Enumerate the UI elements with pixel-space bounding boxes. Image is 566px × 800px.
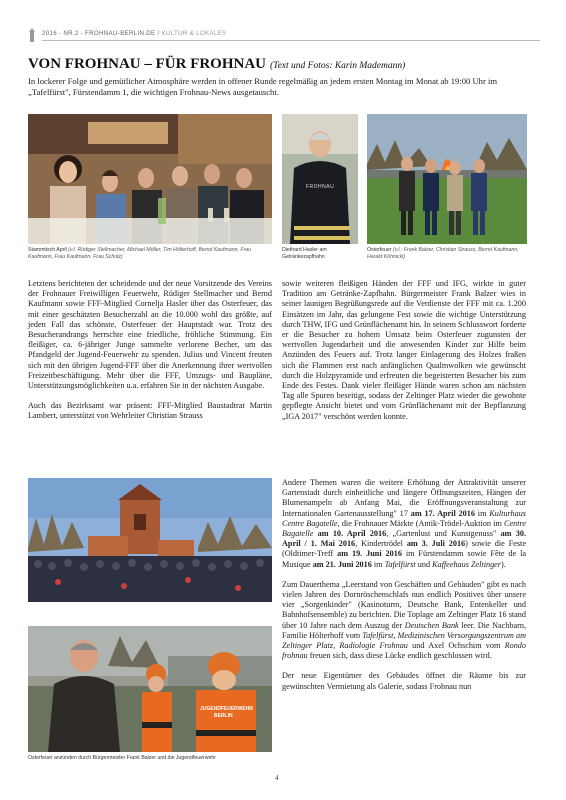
paragraph: Auch das Bezirksamt war präsent: FFF-Mitglied Baustadtrat Martin Lambert, unterstützt von Wehrleiter Christian Strauss [28,401,272,421]
paragraph: Letztens berichteten der scheidende und der neue Vorsitzende des Vereins der Frohnauer Freiwilligen Feuerwehr, Rüdiger Stellmacher und Bernd Kaufmann sowie FFF-Mitglied Cornelja Hasler über das Osterfeuer, das mit einer geschätzten Besucherzahl an die 10.000 wohl das größte, auf jeden Fall das schönste, Osterfeuer der Hauptstadt war. Trotz des Besucherandrangs herrschte eine friedliche, fröhliche Stimmung. Ein fleißiger, ca. 6-jähriger Junge sammelte verlorene Becher, um das Pfandgeld der Jugend-Feuerwehr zu spenden. Julius und Vincent freuten sich mit den übrigen Jugend-FFF über die Anerkennung ihrer wertvollen Freizeitbeschäftigung. Mehr über die FFF, Umzugs- und Baupläne, Unterstützungsmöglichkeiten u.a. erfahren Sie in der nächsten Ausgabe. [28,279,272,391]
photo-osterfeuer-group [367,114,527,244]
photo-stammtisch [28,114,272,244]
article-intro: In lockerer Folge und gemütlicher Atmosphäre werden in offener Runde regelmäßig an jedem ersten Montag im Monat ab 19:00 Uhr im „Tafelfürst", Fürstendamm 1, die wichtigen Frohnau-News ausgetauscht. [28,76,498,97]
header-rule [42,40,540,41]
caption-anzuenden: Osterfeuer anzünden durch Bürgermeister Frank Balzer und die Jugendfeuerwehr [28,755,217,761]
paragraph: Zum Dauerthema „Leerstand von Geschäften und Gebäuden" gibt es nach vielen Jahren des Dornröschenschlafs nun endlich Positives über unsere vier „Sorgenkinder" (Kasinoturm, Deutsche Bank, Entenkeller und Bahnhofsensemble) zu berichten. Die Toplage am Zeltinger Platz 16 stand über 10 Jahre nach dem Auszug der Deutschen Bank leer. Die Nachbarn, Familie Hölterhoff vom Tafelfürst, Medizinischen Versorgungszentrum am Zeltinger Platz, Radiologie Frohnau und Axel Ochschim vom Rondo frohnau freuen sich, dass diese Lücke endlich geschlossen wird. [282,579,526,661]
caption-stammtisch: Stammtisch April (v.l. Rüdiger Stellmacher, Michael Möller, Tim Hölterhoff, Bernd Kaufmann, Frau Kaufmann, Frau Kaufmann, Frau Scholz) [28,247,252,260]
column-right-text-2 [282,478,526,702]
caption-osterfeuer-group: Osterfeuer (v.l.: Frank Balzer, Christian Strauss, Bernd Kaufmann, Harald Köhnicki) [367,247,519,260]
jfw-text-1: JUGENDFEUERWEHR [200,706,253,712]
caption-diethard: Diethard Hasler am Getränkezapfhahn [282,247,327,260]
photo-johanneskirche [28,478,272,602]
column-left-text [28,279,272,432]
paragraph: Der neue Eigentümer des Gebäudes öffnet die Räume bis zur gewünschten Vermietung als Galerie, sodass Frohnau nun [282,671,526,691]
header-text: 2016 - NR.2 - FROHNAU-BERLIN.DE / KULTUR & LOKALES [42,30,227,37]
page-header [28,28,540,42]
page-number: 4 [275,774,279,782]
article-credit: (Text und Fotos: Karin Mademann) [270,61,406,71]
paragraph: sowie weiteren fleißigen Händen der FFF und IFG, wirkte in guter Tradition am Getränke-Zapfhahn. Bürgermeister Frank Balzer wies in seiner launigen Begrüßungsrede auf die Verdienste der FFF mit ca. 1.200 Einsätzen im Jahr, das gelungene Fest sowie die wichtige Unterstützung durch THW, IFG und Grünflächenamt hin. In seinem Schlusswort forderte er die Besucher zu hohem Umsatz beim Osterfeuer zugunsten der wertvollen Jugendarbeit und die anwesenden Kinder zur Hilfe beim Anzünden des Feuers auf. Trotz langer Einlagerung des Holzes fraßen sich die Flammen erst nach anfänglichen Qualmwolken wie gewünscht durch die Holzpyramide und erfreuten die begeisterten Besucher bis zum Ende des Festes. Dank vieler fleißiger Hände waren schon am nächsten Tag alle Spuren beseitigt, sodass der Zeltinger Platz wieder die gewohnte gepflegte Ansicht bietet und vom Grünflächenamt mit der Bepflanzung „IGA 2017" verschönt werden konnte. [282,279,526,421]
paragraph: Andere Themen waren die weitere Erhöhung der Attraktivität unserer Gartenstadt durch einheitliche und längere Öffnungszeiten, Hängen der Blumenampeln ab Anfang Mai, die Eröffnungsveranstaltung zur Internationalen Gartenausstellung" 17 am 17. April 2016 im Kulturhaus Centre Bagatelle, die Frohnauer Märkte (Antik-Trödel-Auktion im Centre Bagatelle am 10. April 2016, „Gartenlust und Kunstgenuss" am 30. April / 1. Mai 2016, Kindertrödel am 3. Juli 2016) sowie die Feste (Oldtimer-Treff am 19. Juni 2016 im Fürstendamm sowie Fête de la Musique am 21. Juni 2016 im Tafelfürst und Kaffeehaus Zeltinger). [282,478,527,569]
photo-anzuenden [28,626,272,752]
jacket-text: FROHNAU [306,184,335,190]
column-right-text-1 [282,279,526,432]
tower-icon [28,28,36,42]
photo-diethard [282,114,358,244]
jfw-text-2: BERLIN [214,713,233,719]
article-title: VON FROHNAU – FÜR FROHNAU (Text und Fotos: Karin Mademann) [28,56,406,72]
